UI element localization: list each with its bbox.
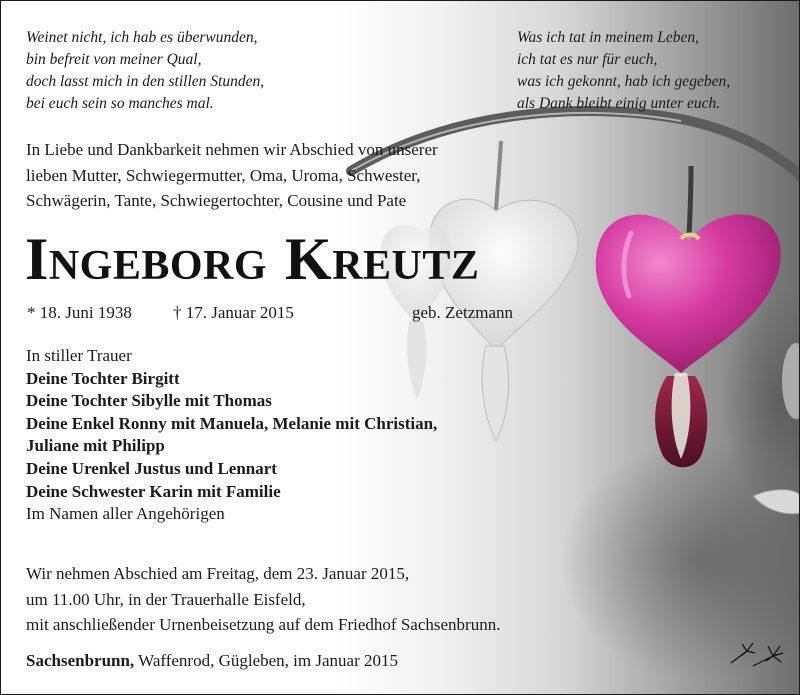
poem-line: doch lasst mich in den stillen Stunden,: [26, 73, 265, 90]
mourner-line: Deine Schwester Karin mit Familie: [26, 481, 281, 501]
farewell-intro: [26, 137, 438, 214]
poem-line: Was ich tat in meinem Leben,: [517, 29, 699, 46]
poem-line: was ich gekonnt, hab ich gegeben,: [517, 73, 731, 90]
poem-line: als Dank bleibt einig unter euch.: [517, 95, 721, 112]
poem-line: ich tat es nur für euch,: [517, 51, 658, 68]
poem-left: [26, 27, 264, 115]
last-name: Kreutz: [285, 226, 480, 292]
flower-stalk: [689, 166, 691, 236]
poem-right: [517, 27, 730, 115]
mourner-line: Deine Tochter Sibylle mit Thomas: [26, 391, 272, 411]
mourner-line: Deine Tochter Birgitt: [26, 368, 180, 388]
poem-line: Weinet nicht, ich hab es überwunden,: [26, 29, 258, 46]
mourners-closing: Im Namen aller Angehörigen: [26, 504, 225, 524]
intro-line: Schwägerin, Tante, Schwiegertochter, Cousine und Pate: [26, 191, 407, 210]
footer-place-date: [26, 651, 398, 671]
mourners-list: [26, 345, 437, 526]
birth-date: * 18. Juni 1938: [27, 303, 132, 322]
footer-rest: Waffenrod, Gügleben, im Januar 2015: [134, 651, 398, 670]
intro-line: In Liebe und Dankbarkeit nehmen wir Abschied von unserer: [26, 140, 438, 159]
service-line: Wir nehmen Abschied am Freitag, dem 23. Januar 2015,: [26, 564, 410, 583]
poem-line: bei euch sein so manches mal.: [26, 95, 214, 112]
mourner-line: Deine Enkel Ronny mit Manuela, Melanie mit Christian,: [26, 413, 438, 433]
deceased-name: [25, 227, 479, 291]
flower-stalk: [496, 141, 501, 211]
service-line: um 11.00 Uhr, in der Trauerhalle Eisfeld,: [26, 589, 306, 609]
maiden-name: geb. Zetzmann: [412, 303, 514, 322]
mourner-line: Deine Urenkel Justus und Lennart: [26, 458, 277, 478]
mourner-line: Juliane mit Philipp: [26, 436, 165, 456]
service-line: mit anschließender Urnenbeisetzung auf dem Friedhof Sachsenbrunn.: [26, 615, 501, 634]
mourners-intro: In stiller Trauer: [26, 346, 132, 365]
grey-flower-drop: [482, 346, 508, 441]
footer-place: Sachsenbrunn,: [26, 651, 135, 670]
poem-line: bin befreit von meiner Qual,: [26, 51, 202, 68]
first-name: Ingeborg: [25, 226, 268, 292]
flower-stamen: [681, 235, 699, 240]
intro-line: lieben Mutter, Schwiegermutter, Oma, Uroma, Schwester,: [26, 165, 421, 185]
death-date: † 17. Januar 2015: [173, 303, 294, 322]
service-details: [26, 561, 500, 638]
